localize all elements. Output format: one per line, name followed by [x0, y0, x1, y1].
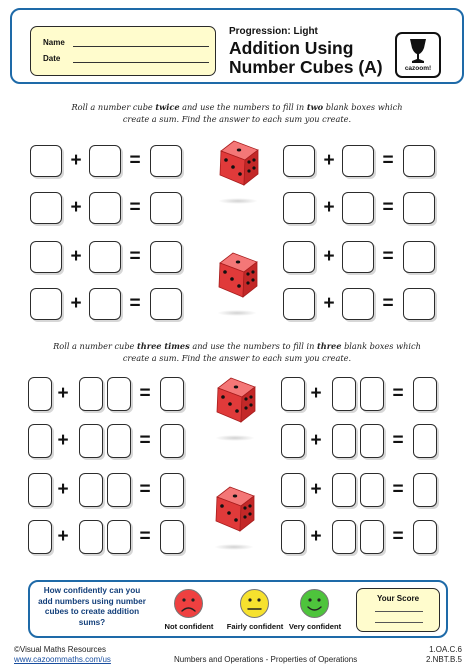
sum-left-4-box-a[interactable] — [30, 288, 62, 320]
sum3-right-1-box-c[interactable] — [360, 377, 384, 411]
sum-right-4-plus-sign: + — [323, 293, 335, 314]
confidence-label-1: Not confident — [164, 622, 214, 631]
sum3-left-1-box-c[interactable] — [107, 377, 131, 411]
sum-right-3-box-b[interactable] — [342, 241, 374, 273]
sum-left-1-box-b[interactable] — [89, 145, 121, 177]
sum3-right-1-answer-box[interactable] — [413, 377, 437, 411]
sum3-right-2-box-a[interactable] — [281, 424, 305, 458]
sum-right-3-answer-box[interactable] — [403, 241, 435, 273]
sum3-right-4-box-a[interactable] — [281, 520, 305, 554]
date-label: Date — [43, 54, 61, 63]
sum3-right-3-box-c[interactable] — [360, 473, 384, 507]
sum-left-1-box-a[interactable] — [30, 145, 62, 177]
sum-left-3-answer-box[interactable] — [150, 241, 182, 273]
sum3-right-1-equals-sign: = — [392, 383, 404, 404]
sum-left-3-box-b[interactable] — [89, 241, 121, 273]
sum-right-2-answer-box[interactable] — [403, 192, 435, 224]
sum-right-2-equals-sign: = — [382, 197, 394, 218]
sum3-left-2-answer-box[interactable] — [160, 424, 184, 458]
sum3-left-4-box-b[interactable] — [79, 520, 103, 554]
logo-glass-icon — [397, 36, 439, 66]
sum-left-3-equals-sign: = — [129, 246, 141, 267]
sum-left-3-plus-sign: + — [70, 246, 82, 267]
footer-codes — [418, 645, 462, 665]
sad-face-icon[interactable] — [173, 588, 204, 619]
die-icon — [214, 138, 264, 188]
sum3-left-2-box-a[interactable] — [28, 424, 52, 458]
sum3-right-2-equals-sign: = — [392, 430, 404, 451]
sum3-right-3-plus-sign: + — [310, 479, 322, 500]
instruction-1: Roll a number cube twice and use the numbers to fill in two blank boxes which create a sum. Find the answer to each sum you create. — [71, 102, 403, 124]
sum-left-2-box-b[interactable] — [89, 192, 121, 224]
copyright-text: ©Visual Maths Resources — [14, 645, 107, 654]
sum3-right-4-box-c[interactable] — [360, 520, 384, 554]
sum3-left-3-plus-sign: + — [57, 479, 69, 500]
happy-face-icon[interactable] — [299, 588, 330, 619]
sum-left-4-box-b[interactable] — [89, 288, 121, 320]
sum3-left-2-box-c[interactable] — [107, 424, 131, 458]
name-field[interactable] — [73, 46, 209, 47]
website-link[interactable]: www.cazoommaths.com/us — [14, 655, 111, 664]
neutral-face-icon[interactable] — [239, 588, 270, 619]
score-box — [356, 588, 440, 632]
standard-code-1: 1.OA.C.6 — [429, 645, 462, 654]
sum-right-2-plus-sign: + — [323, 197, 335, 218]
die-icon — [211, 375, 261, 425]
die-shadow — [215, 435, 255, 441]
sum3-right-2-plus-sign: + — [310, 430, 322, 451]
sum3-left-1-box-a[interactable] — [28, 377, 52, 411]
sum3-left-2-plus-sign: + — [57, 430, 69, 451]
sum-right-2-box-b[interactable] — [342, 192, 374, 224]
sum3-right-3-answer-box[interactable] — [413, 473, 437, 507]
sum3-right-1-plus-sign: + — [310, 383, 322, 404]
sum3-left-1-equals-sign: = — [139, 383, 151, 404]
sum-left-4-answer-box[interactable] — [150, 288, 182, 320]
die-icon — [210, 484, 260, 534]
sum3-left-4-answer-box[interactable] — [160, 520, 184, 554]
sum-left-2-plus-sign: + — [70, 197, 82, 218]
sum-left-1-answer-box[interactable] — [150, 145, 182, 177]
sum3-left-3-box-c[interactable] — [107, 473, 131, 507]
sum-left-2-equals-sign: = — [129, 197, 141, 218]
sum-right-1-answer-box[interactable] — [403, 145, 435, 177]
cazoom-logo — [395, 32, 441, 78]
sum-right-1-box-b[interactable] — [342, 145, 374, 177]
sum3-left-4-plus-sign: + — [57, 526, 69, 547]
sum-right-4-equals-sign: = — [382, 293, 394, 314]
sum3-right-3-box-a[interactable] — [281, 473, 305, 507]
sum-right-3-equals-sign: = — [382, 246, 394, 267]
die-shadow — [217, 310, 257, 316]
date-field[interactable] — [73, 62, 209, 63]
name-date-box — [30, 26, 216, 76]
footer-topic: Numbers and Operations - Properties of Operations — [174, 655, 358, 664]
sum3-left-1-plus-sign: + — [57, 383, 69, 404]
sum-right-1-plus-sign: + — [323, 150, 335, 171]
sum3-left-4-equals-sign: = — [139, 526, 151, 547]
name-label: Name — [43, 38, 65, 47]
sum3-left-3-box-b[interactable] — [79, 473, 103, 507]
sum3-left-3-equals-sign: = — [139, 479, 151, 500]
sum3-left-4-box-a[interactable] — [28, 520, 52, 554]
sum-left-4-plus-sign: + — [70, 293, 82, 314]
sum-right-3-plus-sign: + — [323, 246, 335, 267]
confidence-label-2: Fairly confident — [226, 622, 284, 631]
sum3-left-3-box-a[interactable] — [28, 473, 52, 507]
sum3-right-1-box-a[interactable] — [281, 377, 305, 411]
title-line-2: Number Cubes (A) — [229, 57, 383, 77]
sum-right-1-equals-sign: = — [382, 150, 394, 171]
sum3-right-4-answer-box[interactable] — [413, 520, 437, 554]
sum3-right-4-equals-sign: = — [392, 526, 404, 547]
sum3-right-3-equals-sign: = — [392, 479, 404, 500]
progression-label: Progression: Light — [229, 26, 318, 37]
sum3-right-2-box-c[interactable] — [360, 424, 384, 458]
sum-right-3-box-a[interactable] — [283, 241, 315, 273]
sum3-right-4-box-b[interactable] — [332, 520, 356, 554]
score-line-bottom — [375, 622, 423, 623]
die-shadow — [218, 198, 258, 204]
sum-left-2-box-a[interactable] — [30, 192, 62, 224]
die-shadow — [214, 544, 254, 550]
sum3-left-1-box-b[interactable] — [79, 377, 103, 411]
sum3-left-3-answer-box[interactable] — [160, 473, 184, 507]
sum3-right-1-box-b[interactable] — [332, 377, 356, 411]
sum3-right-2-box-b[interactable] — [332, 424, 356, 458]
sum3-right-2-answer-box[interactable] — [413, 424, 437, 458]
page-title — [229, 39, 399, 77]
title-line-1: Addition Using — [229, 38, 354, 58]
sum-right-4-answer-box[interactable] — [403, 288, 435, 320]
sum-left-1-equals-sign: = — [129, 150, 141, 171]
confidence-question: How confidently can you add numbers using number cubes to create addition sums? — [38, 586, 146, 627]
instruction-2: Roll a number cube three times and use the numbers to fill in three blank boxes which create a sum. Find the answer to each sum you create. — [53, 341, 421, 363]
sum-right-1-box-a[interactable] — [283, 145, 315, 177]
sum3-left-2-equals-sign: = — [139, 430, 151, 451]
footer-left — [14, 645, 111, 665]
die-icon — [213, 250, 263, 300]
sum3-left-2-box-b[interactable] — [79, 424, 103, 458]
sum-left-3-box-a[interactable] — [30, 241, 62, 273]
sum-left-2-answer-box[interactable] — [150, 192, 182, 224]
sum3-left-1-answer-box[interactable] — [160, 377, 184, 411]
sum3-right-4-plus-sign: + — [310, 526, 322, 547]
confidence-label-3: Very confident — [288, 622, 342, 631]
sum3-right-3-box-b[interactable] — [332, 473, 356, 507]
logo-text: cazoom! — [404, 65, 432, 72]
sum-left-4-equals-sign: = — [129, 293, 141, 314]
score-label: Your Score — [376, 594, 420, 603]
standard-code-2: 2.NBT.B.5 — [425, 655, 462, 664]
sum-right-4-box-a[interactable] — [283, 288, 315, 320]
sum-left-1-plus-sign: + — [70, 150, 82, 171]
score-line-top — [375, 611, 423, 612]
sum3-left-4-box-c[interactable] — [107, 520, 131, 554]
sum-right-4-box-b[interactable] — [342, 288, 374, 320]
sum-right-2-box-a[interactable] — [283, 192, 315, 224]
